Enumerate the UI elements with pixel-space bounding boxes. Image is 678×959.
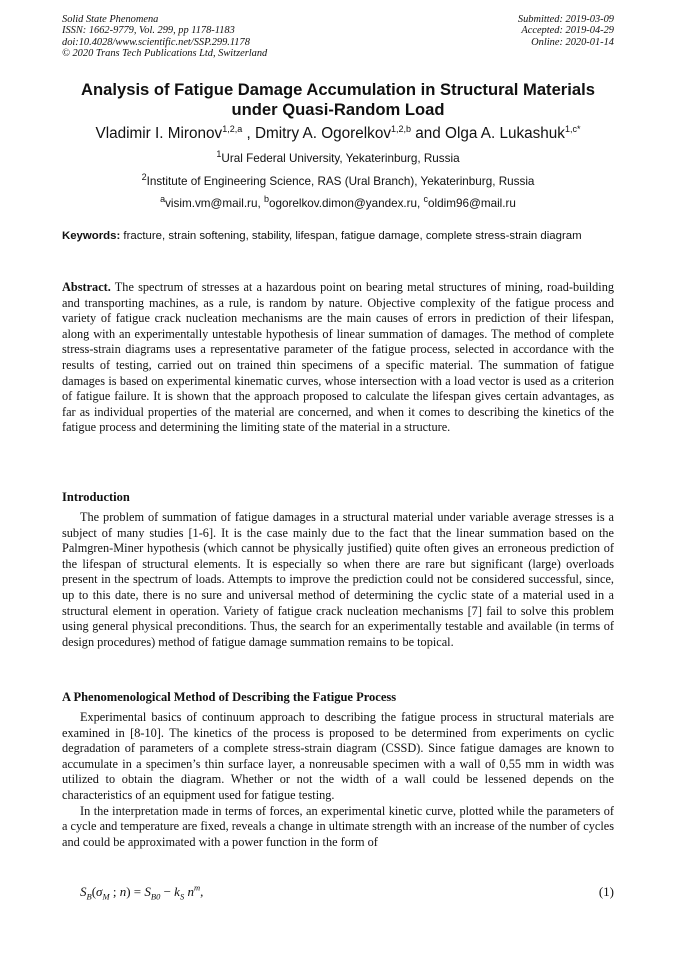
keywords-label: Keywords: [62,230,121,242]
author-list [62,124,614,144]
equation-1 [80,884,614,904]
journal-issn: ISSN: 1662-9779, Vol. 299, pp 1178-1183 [62,25,235,37]
section-paragraph: Experimental basics of continuum approach to describing the fatigue process in structural materials are examined in [8-10]. The kinetics of the process is proposed to be determined from experiments on cyclic degradation of parameters of a complete stress-strain diagram (CSSD). Since fatigue damages are known to accumulate in a specimen’s thin surface layer, a nonreusable specimen with a wall of 0,55 mm in width was utilized to obtain the diagram. Whether or not the width of a wall could be lessened depends on the characteristics of an equipment used for fatigue testing. [62,710,614,802]
eq-symbol: k [174,884,180,899]
eq-subscript: S [179,891,185,902]
email-link[interactable]: visim.vm@mail.ru, [165,197,264,210]
eq-superscript: m [193,882,201,893]
accepted-date: Accepted: 2019-04-29 [521,25,614,37]
email-mark: a [160,194,166,205]
paper-title [62,80,614,120]
author-affiliation-mark: 1,2,b [390,123,412,134]
abstract-label: Abstract. [62,280,111,294]
eq-operator: , [200,884,204,899]
equation-number: (1) [598,884,614,899]
section-paragraph: In the interpretation made in terms of forces, an experimental kinetic curve, plotted while the parameters of a cycle and temperature are fixed, reveals a change in ultimate strength with an increase of the number of cycles and could be approximated with a power function in the form of [62,803,614,849]
section-method [62,689,614,850]
keywords [62,229,614,244]
eq-symbol: σ [96,884,103,899]
journal-info [62,14,267,60]
section-paragraph: The problem of summation of fatigue damages in a structural material under variable average stresses is a subject of many studies [1-6]. It is the case mainly due to the fact that the linear summation based on the Palmgren-Miner hypothesis (which cannot be physically justified) quite often gives an erroneous prediction of the lifespan of structural elements. It is especially so when there are rare but significant (large) overloads present in the spectrum of loads. Attempts to improve the prediction could not be considered successful, since, up to this date, there is no sure and universal method of determining the cyclic state of a material used in a structural element in operation. Variety of fatigue crack nucleation mechanisms [7] fail to solve this problem using general physical preconditions. Thus, the search for an experimentally testable and available (in terms of design procedures) method of fatigue damage summation remains to be topical. [62,510,614,649]
affiliation-mark: 2 [141,172,147,183]
journal-name: Solid State Phenomena [62,14,159,25]
author-name: Vladimir I. Mironov [95,125,223,142]
author-name: Dmitry A. Ogorelkov [254,125,391,142]
author-separator: and [411,125,446,142]
affiliation-1 [62,149,614,166]
section-heading: A Phenomenological Method of Describing the Fatigue Process [62,690,397,704]
title-line-2: under Quasi-Random Load [231,100,445,119]
section-heading: Introduction [62,490,130,504]
email-link[interactable]: ogorelkov.dimon@yandex.ru, [268,197,424,210]
equation-expression [80,884,203,900]
eq-paren: ( [91,884,97,899]
journal-copyright: © 2020 Trans Tech Publications Ltd, Switzerland [62,48,268,60]
author-affiliation-mark: 1,2,a [222,123,243,134]
affiliation-mark: 1 [216,149,222,160]
eq-operator: = [130,884,145,899]
submission-dates [518,14,614,48]
section-introduction [62,489,614,650]
eq-subscript: M [102,891,110,902]
eq-operator: − [160,884,175,899]
abstract-text: The spectrum of stresses at a hazardous point on bearing metal structures of mining, road-building and transporting machines, as a rule, is random by nature. Objective complexity of the fatigue process and variety of fatigue crack nucleation mechanisms are the main causes of errors in prediction of their lifespan, along with an experimentally untestable hypothesis of linear summation of damages. The method of complete stress-strain diagrams uses a representative parameter of the fatigue process, selected in accordance with the results of testing, carried out on trained thin specimens of a specific material. The summation of fatigue damages is based on experimental kinematic curves, whose intersection with a load vector is used as a criterion of fatigue failure. It is shown that the approach proposed to calculate the lifespan gives certain advantages, as far as individual properties of the material are concerned, and when it comes to describing the kinetics of the fatigue process and determining the limiting state of the material in a structure. [62,280,614,435]
email-list [62,194,614,211]
author-separator: , [242,125,255,142]
email-mark: c [423,194,429,205]
eq-symbol: n [119,884,127,899]
eq-operator: ; [109,884,120,899]
eq-subscript: B0 [150,891,161,902]
author-affiliation-mark: 1,c* [564,123,581,134]
affiliation-text: Ural Federal University, Yekaterinburg, Russia [221,152,460,165]
title-line-1: Analysis of Fatigue Damage Accumulation in Structural Materials [81,80,595,99]
email-mark: b [263,194,269,205]
eq-symbol: n [184,884,194,899]
eq-symbol: S [80,884,87,899]
journal-doi: doi:10.4028/www.scientific.net/SSP.299.1178 [62,36,250,48]
author-name: Olga A. Lukashuk [445,125,565,142]
eq-symbol: S [144,884,151,899]
submitted-date: Submitted: 2019-03-09 [517,14,614,25]
abstract [62,280,614,436]
eq-paren: ) [126,884,131,899]
online-date: Online: 2020-01-14 [531,36,614,48]
email-link[interactable]: oldim96@mail.ru [428,197,516,210]
affiliation-text: Institute of Engineering Science, RAS (Ural Branch), Yekaterinburg, Russia [146,175,535,188]
eq-subscript: B [86,891,92,902]
affiliation-2 [62,172,614,189]
keywords-text: fracture, strain softening, stability, lifespan, fatigue damage, complete stress-strain diagram [120,230,582,242]
